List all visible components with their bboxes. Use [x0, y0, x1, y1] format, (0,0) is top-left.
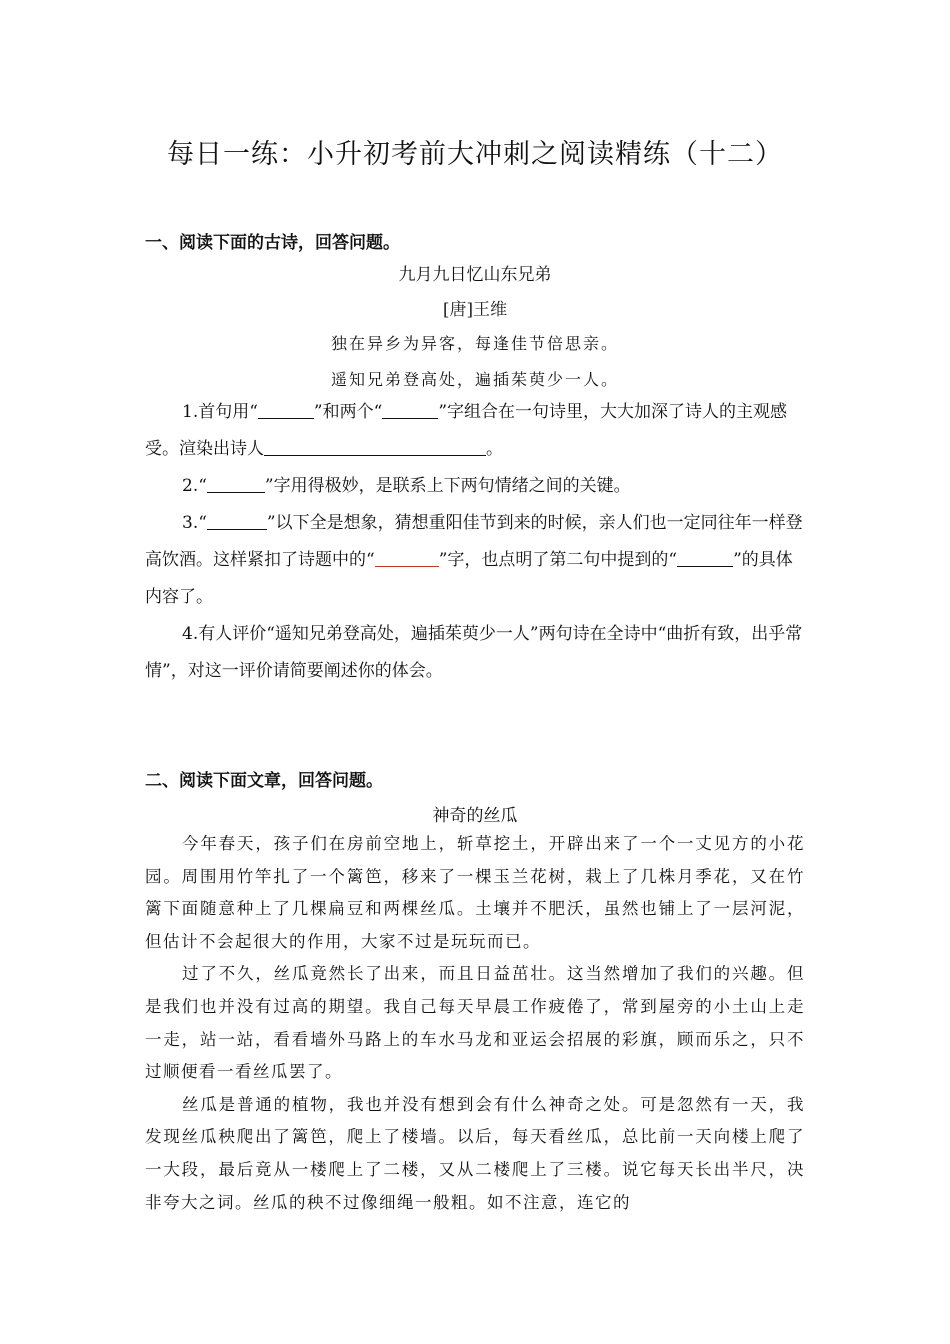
poem-title: 九月九日忆山东兄弟	[398, 265, 552, 285]
section-1-heading: 一、阅读下面的古诗，回答问题。	[145, 233, 400, 253]
article-paragraph: 过了不久，丝瓜竟然长了出来，而且日益茁壮。这当然增加了我们的兴趣。但是我们也并没有过高的期望。我自己每天早晨工作疲倦了，常到屋旁的小土山上走一走，站一站，看看墙外马路上的车水马龙和亚运会招展的彩旗，顾而乐之，只不过顺便看一看丝瓜罢了。	[145, 964, 805, 1082]
article-body	[145, 828, 805, 1219]
q1-text-a: 1.首句用“	[182, 402, 258, 422]
q2-text-a: 2.“	[182, 476, 207, 496]
page-title: 每日一练：小升初考前大冲刺之阅读精练（十二）	[167, 139, 783, 170]
q3-text-c: ”字，也点明了第二句中提到的“	[438, 550, 678, 570]
section-2-heading: 二、阅读下面文章，回答问题。	[145, 771, 383, 791]
poem-line-2: 遥知兄弟登高处，遍插茱萸少一人。	[330, 370, 619, 389]
q1-text-c: ”字组合在一句诗里，大大加深了诗人的主观感受。渲染出诗人	[145, 402, 788, 459]
question-list	[145, 394, 805, 690]
q2-text-b: ”字用得极妙，是联系上下两句情绪之间的关键。	[264, 476, 631, 496]
article-title: 神奇的丝瓜	[432, 806, 518, 826]
answer-blank[interactable]	[207, 509, 267, 530]
article-paragraph: 今年春天，孩子们在房前空地上，斩草挖土，开辟出来了一个一丈见方的小花园。周围用竹竿扎了一个篱笆，移来了一棵玉兰花树，栽上了几株月季花，又在竹篱下面随意种上了几棵扁豆和两棵丝瓜。土壤并不肥沃，虽然也铺上了一层河泥，但估计不会起很大的作用，大家不过是玩玩而已。	[145, 834, 805, 951]
q3-text-a: 3.“	[182, 513, 207, 533]
answer-blank[interactable]	[207, 472, 265, 493]
q3-text-b: ”以下全是想象，猜想重阳佳节到来的时候，亲人们也一定同往年一样登高饮酒。这样紧扣了诗题中的“	[145, 513, 803, 570]
q3-text-d: ”的具体内容了。	[145, 550, 793, 607]
question-4: 4.有人评价“遥知兄弟登高处，遍插茱萸少一人”两句诗在全诗中“曲折有致，出乎常情”，对这一评价请简要阐述你的体会。	[145, 624, 803, 681]
answer-blank[interactable]	[677, 546, 733, 567]
poem-author: [唐]王维	[442, 300, 508, 320]
article-paragraph: 丝瓜是普通的植物，我也并没有想到会有什么神奇之处。可是忽然有一天，我发现丝瓜秧爬出了篱笆，爬上了楼墙。以后，每天看丝瓜，总比前一天向楼上爬了一大段，最后竟从一楼爬上了二楼，又从二楼爬上了三楼。说它每天长出半尺，决非夸大之词。丝瓜的秧不过像细绳一般粗。如不注意，连它的	[145, 1094, 805, 1212]
q1-text-b: ”和两个“	[313, 402, 383, 422]
question-2	[145, 468, 805, 505]
question-3	[145, 505, 805, 616]
answer-blank[interactable]	[382, 398, 438, 419]
q1-text-d: 。	[486, 439, 503, 459]
answer-blank[interactable]	[264, 435, 486, 456]
answer-blank[interactable]	[375, 546, 439, 567]
poem-line-1: 独在异乡为异客，每逢佳节倍思亲。	[330, 334, 619, 353]
question-1	[145, 394, 805, 468]
answer-blank[interactable]	[258, 398, 314, 419]
